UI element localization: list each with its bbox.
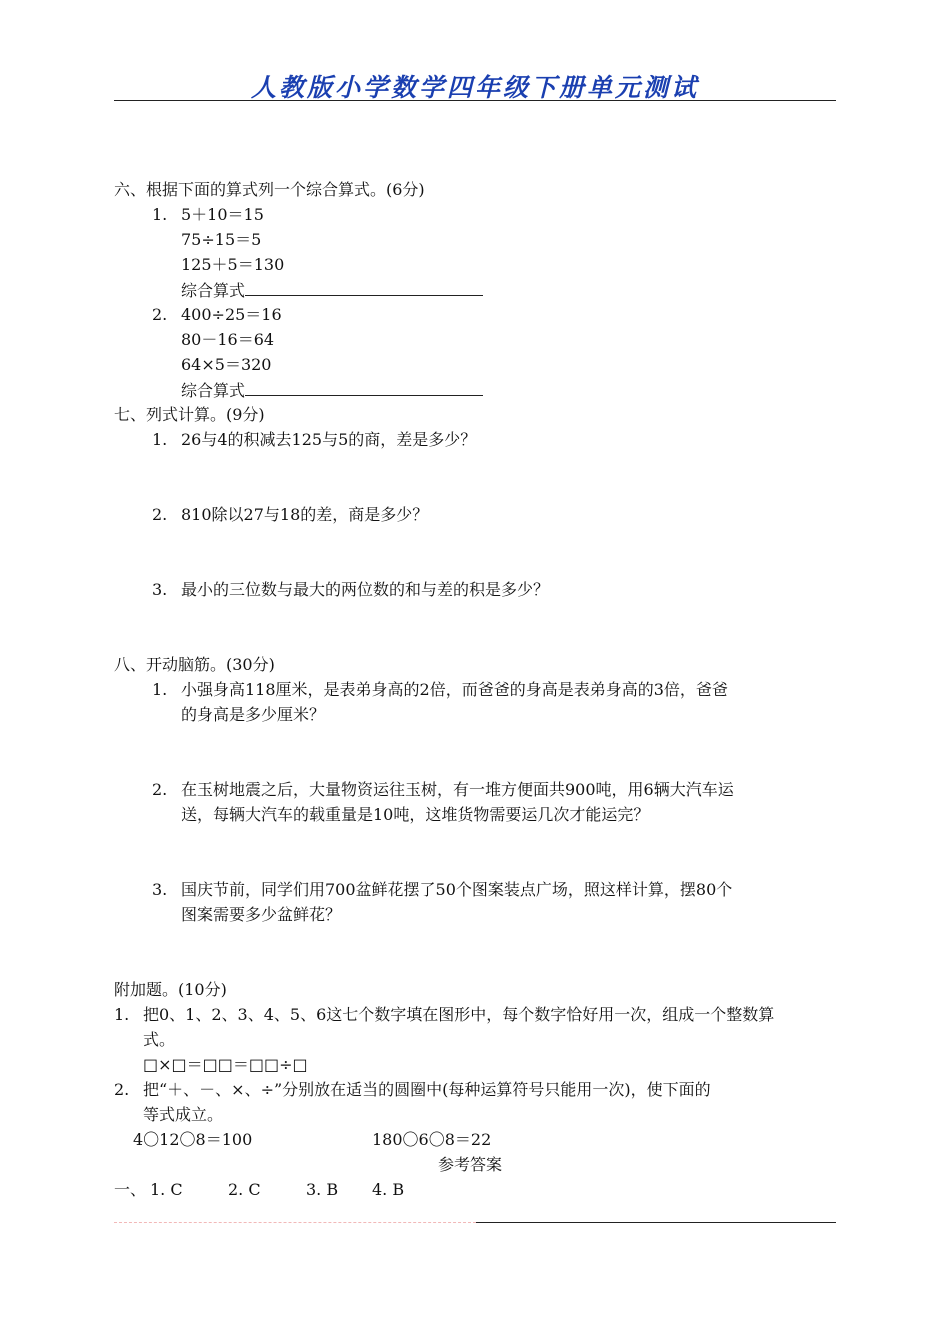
section6-q1-step3: 125＋5＝130 bbox=[181, 255, 285, 274]
section7-q2-text: 810除以27与18的差，商是多少？ bbox=[181, 505, 429, 524]
bonus-q2-line2: 等式成立。 bbox=[143, 1105, 224, 1124]
section6-q2-step3: 64×5＝320 bbox=[181, 355, 272, 374]
section7-q2-number: 2. bbox=[152, 505, 168, 524]
section7-q1-text: 26与4的积减去125与5的商，差是多少？ bbox=[181, 430, 477, 449]
section8-q2-line2: 送，每辆大汽车的载重量是10吨，这堆货物需要运几次才能运完？ bbox=[181, 805, 650, 824]
answer-blank[interactable] bbox=[245, 280, 483, 296]
bonus-q2-number: 2. bbox=[114, 1080, 130, 1099]
section6-q2-step1: 400÷25＝16 bbox=[181, 305, 282, 324]
section6-q1-number: 1. bbox=[152, 205, 168, 224]
section8-q2-line1: 在玉树地震之后，大量物资运往玉树，有一堆方便面共900吨，用6辆大汽车运 bbox=[181, 780, 734, 799]
bonus-q1-equation: □×□＝□□＝□□÷□ bbox=[143, 1055, 308, 1074]
section8-q3-number: 3. bbox=[152, 880, 168, 899]
section7-heading: 七、列式计算。(9分) bbox=[114, 405, 265, 424]
section7-q3-text: 最小的三位数与最大的两位数的和与差的积是多少？ bbox=[181, 580, 550, 599]
bonus-q1-number: 1. bbox=[114, 1005, 130, 1024]
section6-q2-step2: 80－16＝64 bbox=[181, 330, 275, 349]
section8-q3-line2: 图案需要多少盆鲜花？ bbox=[181, 905, 342, 924]
footer-divider-right bbox=[476, 1222, 836, 1223]
footer-divider-left bbox=[114, 1222, 476, 1223]
section7-q3-number: 3. bbox=[152, 580, 168, 599]
header-divider bbox=[114, 100, 836, 101]
bonus-q2-equation1: 4〇12〇8＝100 bbox=[133, 1130, 253, 1149]
section8-q1-line1: 小强身高118厘米，是表弟身高的2倍，而爸爸的身高是表弟身高的3倍，爸爸 bbox=[181, 680, 728, 699]
bonus-heading: 附加题。(10分) bbox=[114, 980, 227, 999]
answer-item: 3. B bbox=[306, 1180, 339, 1199]
bonus-q2-equation2: 180〇6〇8＝22 bbox=[372, 1130, 492, 1149]
section8-q3-line1: 国庆节前，同学们用700盆鲜花摆了50个图案装点广场，照这样计算，摆80个 bbox=[181, 880, 733, 899]
answer-label: 综合算式 bbox=[181, 281, 246, 300]
bonus-q2-line1: 把“＋、－、×、÷”分别放在适当的圆圈中(每种运算符号只能用一次)，使下面的 bbox=[143, 1080, 711, 1099]
section8-heading: 八、开动脑筋。(30分) bbox=[114, 655, 275, 674]
section6-q2-answer bbox=[181, 380, 483, 401]
answer-item: 1. C bbox=[150, 1180, 183, 1199]
answer-item: 4. B bbox=[372, 1180, 405, 1199]
bonus-q1-line2: 式。 bbox=[143, 1030, 176, 1049]
section7-q1-number: 1. bbox=[152, 430, 168, 449]
section8-q1-number: 1. bbox=[152, 680, 168, 699]
section8-q2-number: 2. bbox=[152, 780, 168, 799]
section6-q1-step2: 75÷15＝5 bbox=[181, 230, 262, 249]
answers-row1-label: 一、 bbox=[114, 1180, 147, 1199]
answer-label: 综合算式 bbox=[181, 381, 246, 400]
page-header-title: 人教版小学数学四年级下册单元测试 bbox=[250, 73, 699, 102]
answers-heading: 参考答案 bbox=[438, 1155, 503, 1174]
section6-q1-step1: 5＋10＝15 bbox=[181, 205, 264, 224]
section6-q1-answer bbox=[181, 280, 483, 301]
bonus-q1-line1: 把0、1、2、3、4、5、6这七个数字填在图形中，每个数字恰好用一次，组成一个整数算 bbox=[143, 1005, 775, 1024]
answer-item: 2. C bbox=[228, 1180, 261, 1199]
section6-heading: 六、根据下面的算式列一个综合算式。(6分) bbox=[114, 180, 425, 199]
section6-q2-number: 2. bbox=[152, 305, 168, 324]
section8-q1-line2: 的身高是多少厘米？ bbox=[181, 705, 326, 724]
answer-blank[interactable] bbox=[245, 380, 483, 396]
